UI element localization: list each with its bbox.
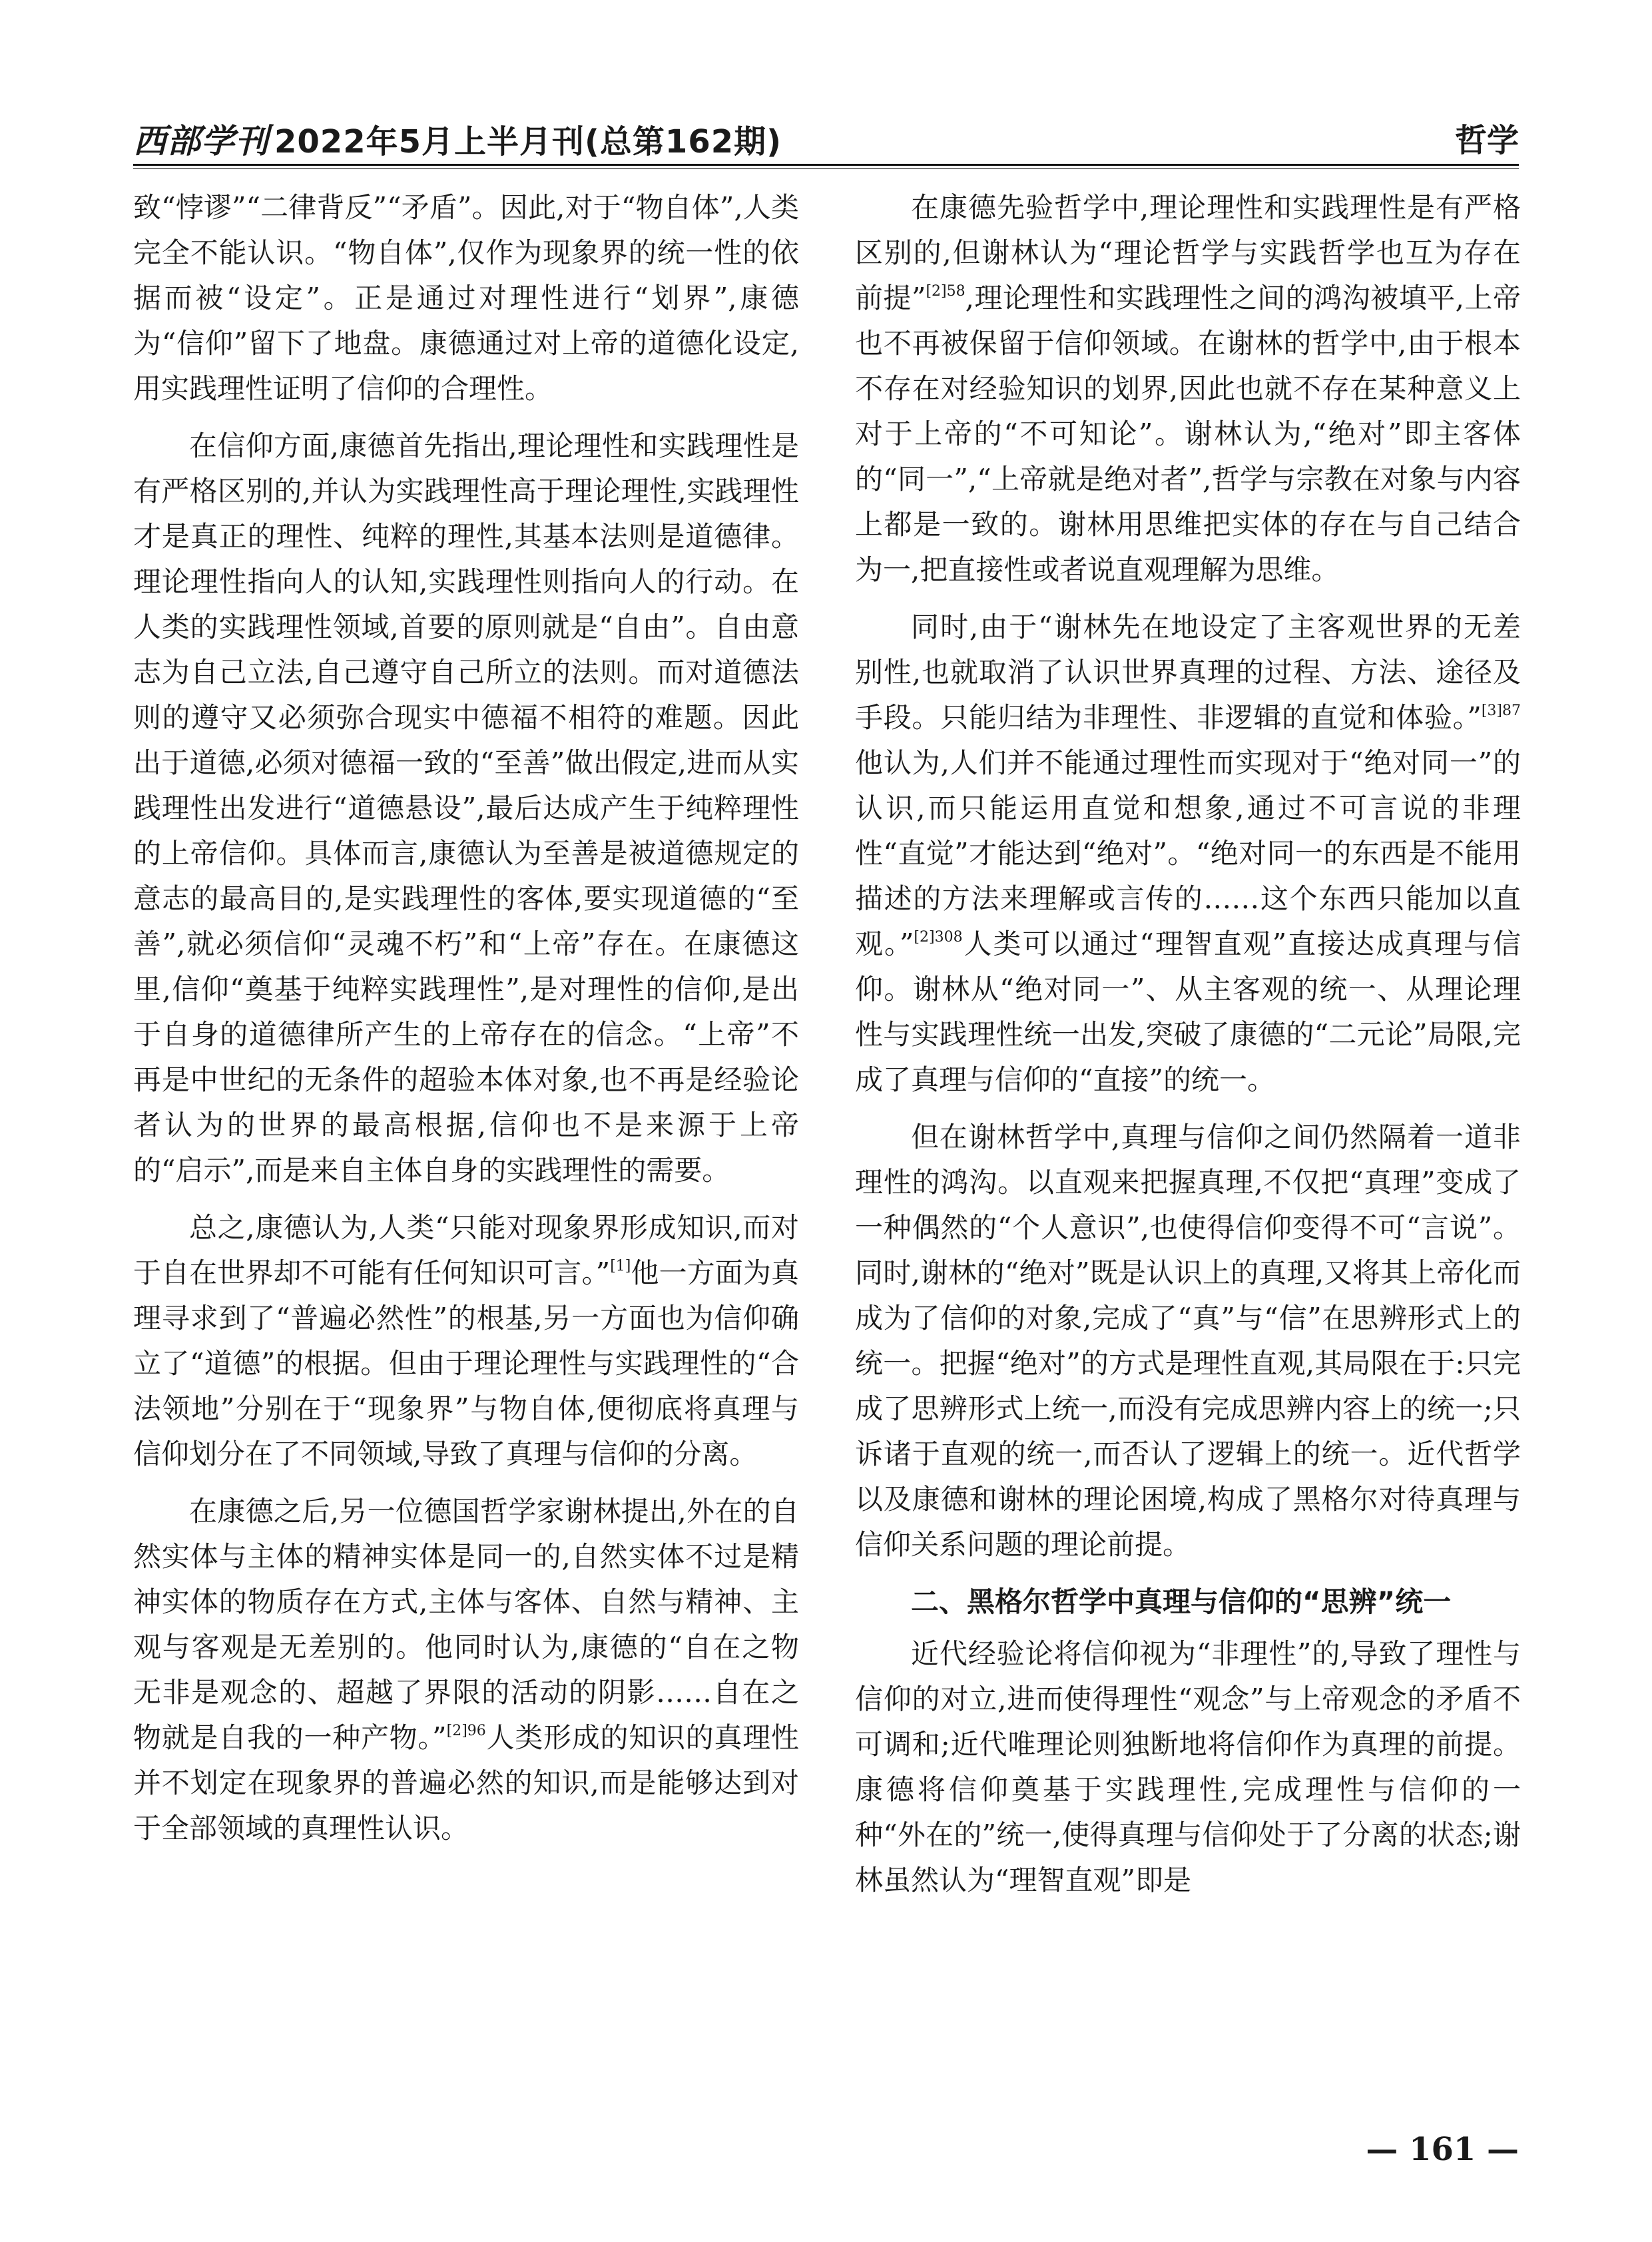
- paragraph-text: 人类可以通过“理智直观”直接达成真理与信仰。谢林从“绝对同一”、从主客观的统一、从理论理性与实践理性统一出发,突破了康德的“二元论”局限,完成了真理与信仰的“直接”的统一。: [855, 928, 1521, 1096]
- paragraph-text: 同时,由于“谢林先在地设定了主客观世界的无差别性,也就取消了认识世界真理的过程、方法、途径及手段。只能归结为非理性、非逻辑的直觉和体验。”: [855, 611, 1521, 734]
- paragraph-text: 人类形成的知识的真理性并不划定在现象界的普遍必然的知识,而是能够达到对于全部领域的真理性认识。: [133, 1721, 799, 1844]
- section-heading: 二、黑格尔哲学中真理与信仰的“思辨”统一: [911, 1585, 1452, 1618]
- section-label: 哲学: [1454, 122, 1519, 159]
- paragraph: 但在谢林哲学中,真理与信仰之间仍然隔着一道非理性的鸿沟。以直观来把握真理,不仅把“真理”变成了一种偶然的“个人意识”,也使得信仰变得不可“言说”。同时,谢林的“绝对”既是认识上的真理,又将其上帝化而成为了信仰的对象,完成了“真”与“信”在思辨形式上的统一。把握“绝对”的方式是理性直观,其局限在于:只完成了思辨形式上统一,而没有完成思辨内容上的统一;只诉诸于直观的统一,而否认了逻辑上的统一。近代哲学以及康德和谢林的理论困境,构成了黑格尔对待真理与信仰关系问题的理论前提。: [855, 1121, 1521, 1561]
- paragraph: [855, 185, 1521, 593]
- paragraph: 近代经验论将信仰视为“非理性”的,导致了理性与信仰的对立,进而使得理性“观念”与上帝观念的矛盾不可调和;近代唯理论则独断地将信仰作为真理的前提。康德将信仰奠基于实践理性,完成理性与信仰的一种“外在的”统一,使得真理与信仰处于了分离的状态;谢林虽然认为“理智直观”即是: [855, 1637, 1521, 1896]
- paragraph-text: 他认为,人们并不能通过理性而实现对于“绝对同一”的认识,而只能运用直觉和想象,通过不可言说的非理性“直觉”才能达到“绝对”。“绝对同一的东西是不能用描述的方法来理解或言传的……这个东西只能加以直观。”: [855, 746, 1521, 960]
- paragraph: 致“悖谬”“二律背反”“矛盾”。因此,对于“物自体”,人类完全不能认识。“物自体”,仅作为现象界的统一性的依据而被“设定”。正是通过对理性进行“划界”,康德为“信仰”留下了地盘。康德通过对上帝的道德化设定,用实践理性证明了信仰的合理性。: [133, 191, 799, 405]
- citation-ref: [1]: [610, 1258, 631, 1274]
- journal-logo: 西部学刊: [133, 121, 269, 160]
- issue-info: 2022年5月上半月刊(总第162期): [274, 123, 782, 160]
- paragraph: [133, 1489, 799, 1851]
- citation-ref: [3]87: [1481, 702, 1521, 719]
- citation-ref: [2]96: [446, 1723, 486, 1739]
- citation-ref: [2]308: [914, 929, 963, 946]
- page-number: — 161 —: [1366, 2131, 1519, 2168]
- right-column: [855, 185, 1521, 1915]
- paragraph-text: ,理论理性和实践理性之间的鸿沟被填平,上帝也不再被保留于信仰领域。在谢林的哲学中,由于根本不存在对经验知识的划界,因此也就不存在某种意义上对于上帝的“不可知论”。谢林认为,“绝对”即主客体的“同一”,“上帝就是绝对者”,哲学与宗教在对象与内容上都是一致的。谢林用思维把实体的存在与自己结合为一,把直接性或者说直观理解为思维。: [855, 282, 1521, 586]
- journal-title: [133, 115, 782, 162]
- header-rule-thick: [133, 164, 1519, 166]
- paragraph-text: 总之,康德认为,人类“只能对现象界形成知识,而对于自在世界却不可能有任何知识可言。”: [133, 1211, 799, 1289]
- left-column: [133, 185, 799, 1863]
- header-rule-thin: [133, 168, 1519, 169]
- paragraph: 在信仰方面,康德首先指出,理论理性和实践理性是有严格区别的,并认为实践理性高于理论理性,实践理性才是真正的理性、纯粹的理性,其基本法则是道德律。理论理性指向人的认知,实践理性则指向人的行动。在人类的实践理性领域,首要的原则就是“自由”。自由意志为自己立法,自己遵守自己所立的法则。而对道德法则的遵守又必须弥合现实中德福不相符的难题。因此出于道德,必须对德福一致的“至善”做出假定,进而从实践理性出发进行“道德悬设”,最后达成产生于纯粹理性的上帝信仰。具体而言,康德认为至善是被道德规定的意志的最高目的,是实践理性的客体,要实现道德的“至善”,就必须信仰“灵魂不朽”和“上帝”存在。在康德这里,信仰“奠基于纯粹实践理性”,是对理性的信仰,是出于自身的道德律所产生的上帝存在的信念。“上帝”不再是中世纪的无条件的超验本体对象,也不再是经验论者认为的世界的最高根据,信仰也不是来源于上帝的“启示”,而是来自主体自身的实践理性的需要。: [133, 429, 799, 1187]
- paragraph: [133, 1205, 799, 1477]
- paragraph-text: 在康德先验哲学中,理论理性和实践理性是有严格区别的,但谢林认为“理论哲学与实践哲学也互为存在前提”: [855, 191, 1521, 314]
- paragraph-text: 在康德之后,另一位德国哲学家谢林提出,外在的自然实体与主体的精神实体是同一的,自然实体不过是精神实体的物质存在方式,主体与客体、自然与精神、主观与客观是无差别的。他同时认为,康德的“自在之物无非是观念的、超越了界限的活动的阴影……自在之物就是自我的一种产物。”: [133, 1495, 799, 1754]
- citation-ref: [2]58: [926, 283, 965, 300]
- running-header: [133, 107, 1519, 166]
- paragraph-text: 他一方面为真理寻求到了“普遍必然性”的根基,另一方面也为信仰确立了“道德”的根据。但由于理论理性与实践理性的“合法领地”分别在于“现象界”与物自体,便彻底将真理与信仰划分在了不同领域,导致了真理与信仰的分离。: [133, 1257, 799, 1470]
- paragraph: [855, 605, 1521, 1103]
